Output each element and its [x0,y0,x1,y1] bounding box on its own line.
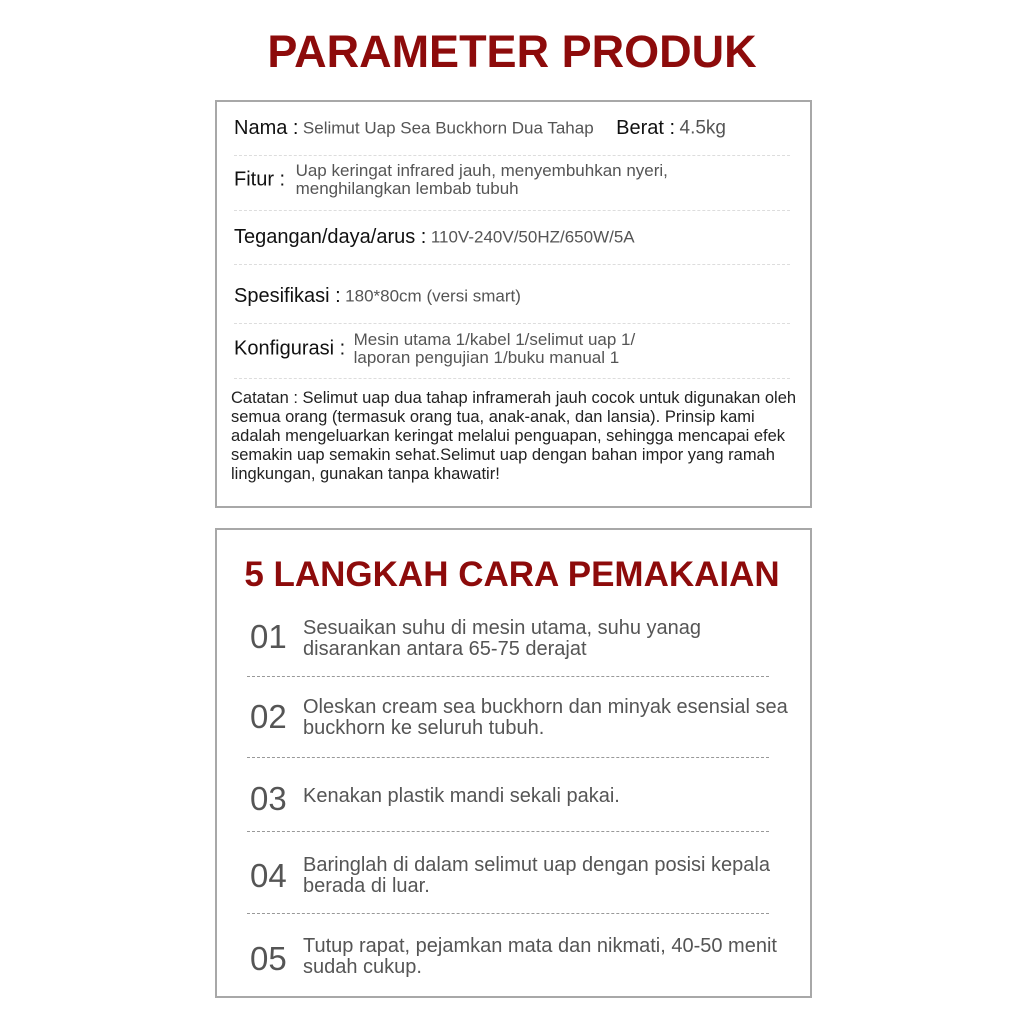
catatan-note: Catatan : Selimut uap dua tahap inframerah jauh cocok untuk digunakan oleh semua orang (termasuk orang tua, anak-anak, dan lansia). Prinsip kami adalah mengeluarkan keringat melalui penguapan, sehingga mencapai efek semakin uap semakin sehat.Selimut uap dengan bahan impor yang ramah lingkungan, gunakan tanpa khawatir! [231,389,797,483]
berat-label: Berat : [616,117,676,139]
step-number: 04 [250,857,287,894]
divider [247,913,769,914]
nama-value: Selimut Uap Sea Buckhorn Dua Tahap [302,118,594,138]
step-number: 02 [250,698,287,735]
fitur-line2: menghilangkan lembab tubuh [295,179,519,198]
step-text: Baringlah di dalam selimut uap dengan posisi kepala berada di luar. [303,854,770,897]
param-fitur [234,162,668,198]
step-number: 01 [250,618,287,655]
param-spesifikasi [234,285,521,308]
fitur-label: Fitur : [234,168,286,191]
step-text: Oleskan cream sea buckhorn dan minyak esensial sea buckhorn ke seluruh tubuh. [303,696,788,739]
konfigurasi-label: Konfigurasi : [234,337,346,360]
step-text: Sesuaikan suhu di mesin utama, suhu yanag disarankan antara 65-75 derajat [303,617,702,660]
param-konfigurasi [234,331,635,367]
nama-label: Nama : [234,117,299,139]
berat-value: 4.5kg [679,117,726,139]
divider [247,676,769,677]
tegangan-value: 110V-240V/50HZ/650W/5A [430,227,635,247]
konfigurasi-line2: laporan pengujian 1/buku manual 1 [353,348,620,367]
param-nama [234,117,726,140]
steps-box [215,528,812,998]
divider [234,378,790,379]
step-text: Tutup rapat, pejamkan mata dan nikmati, 40-50 menit sudah cukup. [303,935,777,978]
divider [247,757,769,758]
param-tegangan [234,226,635,249]
spesifikasi-label: Spesifikasi : [234,285,341,307]
step-number: 05 [250,940,287,977]
step-number: 03 [250,780,287,817]
divider [234,323,790,324]
page-title: PARAMETER PRODUK [267,26,757,77]
divider [234,155,790,156]
divider [247,831,769,832]
steps-title: 5 LANGKAH CARA PEMAKAIAN [244,555,780,594]
step-text: Kenakan plastik mandi sekali pakai. [303,785,620,807]
spesifikasi-value: 180*80cm (versi smart) [345,286,521,306]
tegangan-label: Tegangan/daya/arus : [234,226,427,248]
konfigurasi-line1: Mesin utama 1/kabel 1/selimut uap 1/ [353,330,636,349]
divider [234,264,790,265]
divider [234,210,790,211]
fitur-line1: Uap keringat infrared jauh, menyembuhkan nyeri, [295,161,668,180]
